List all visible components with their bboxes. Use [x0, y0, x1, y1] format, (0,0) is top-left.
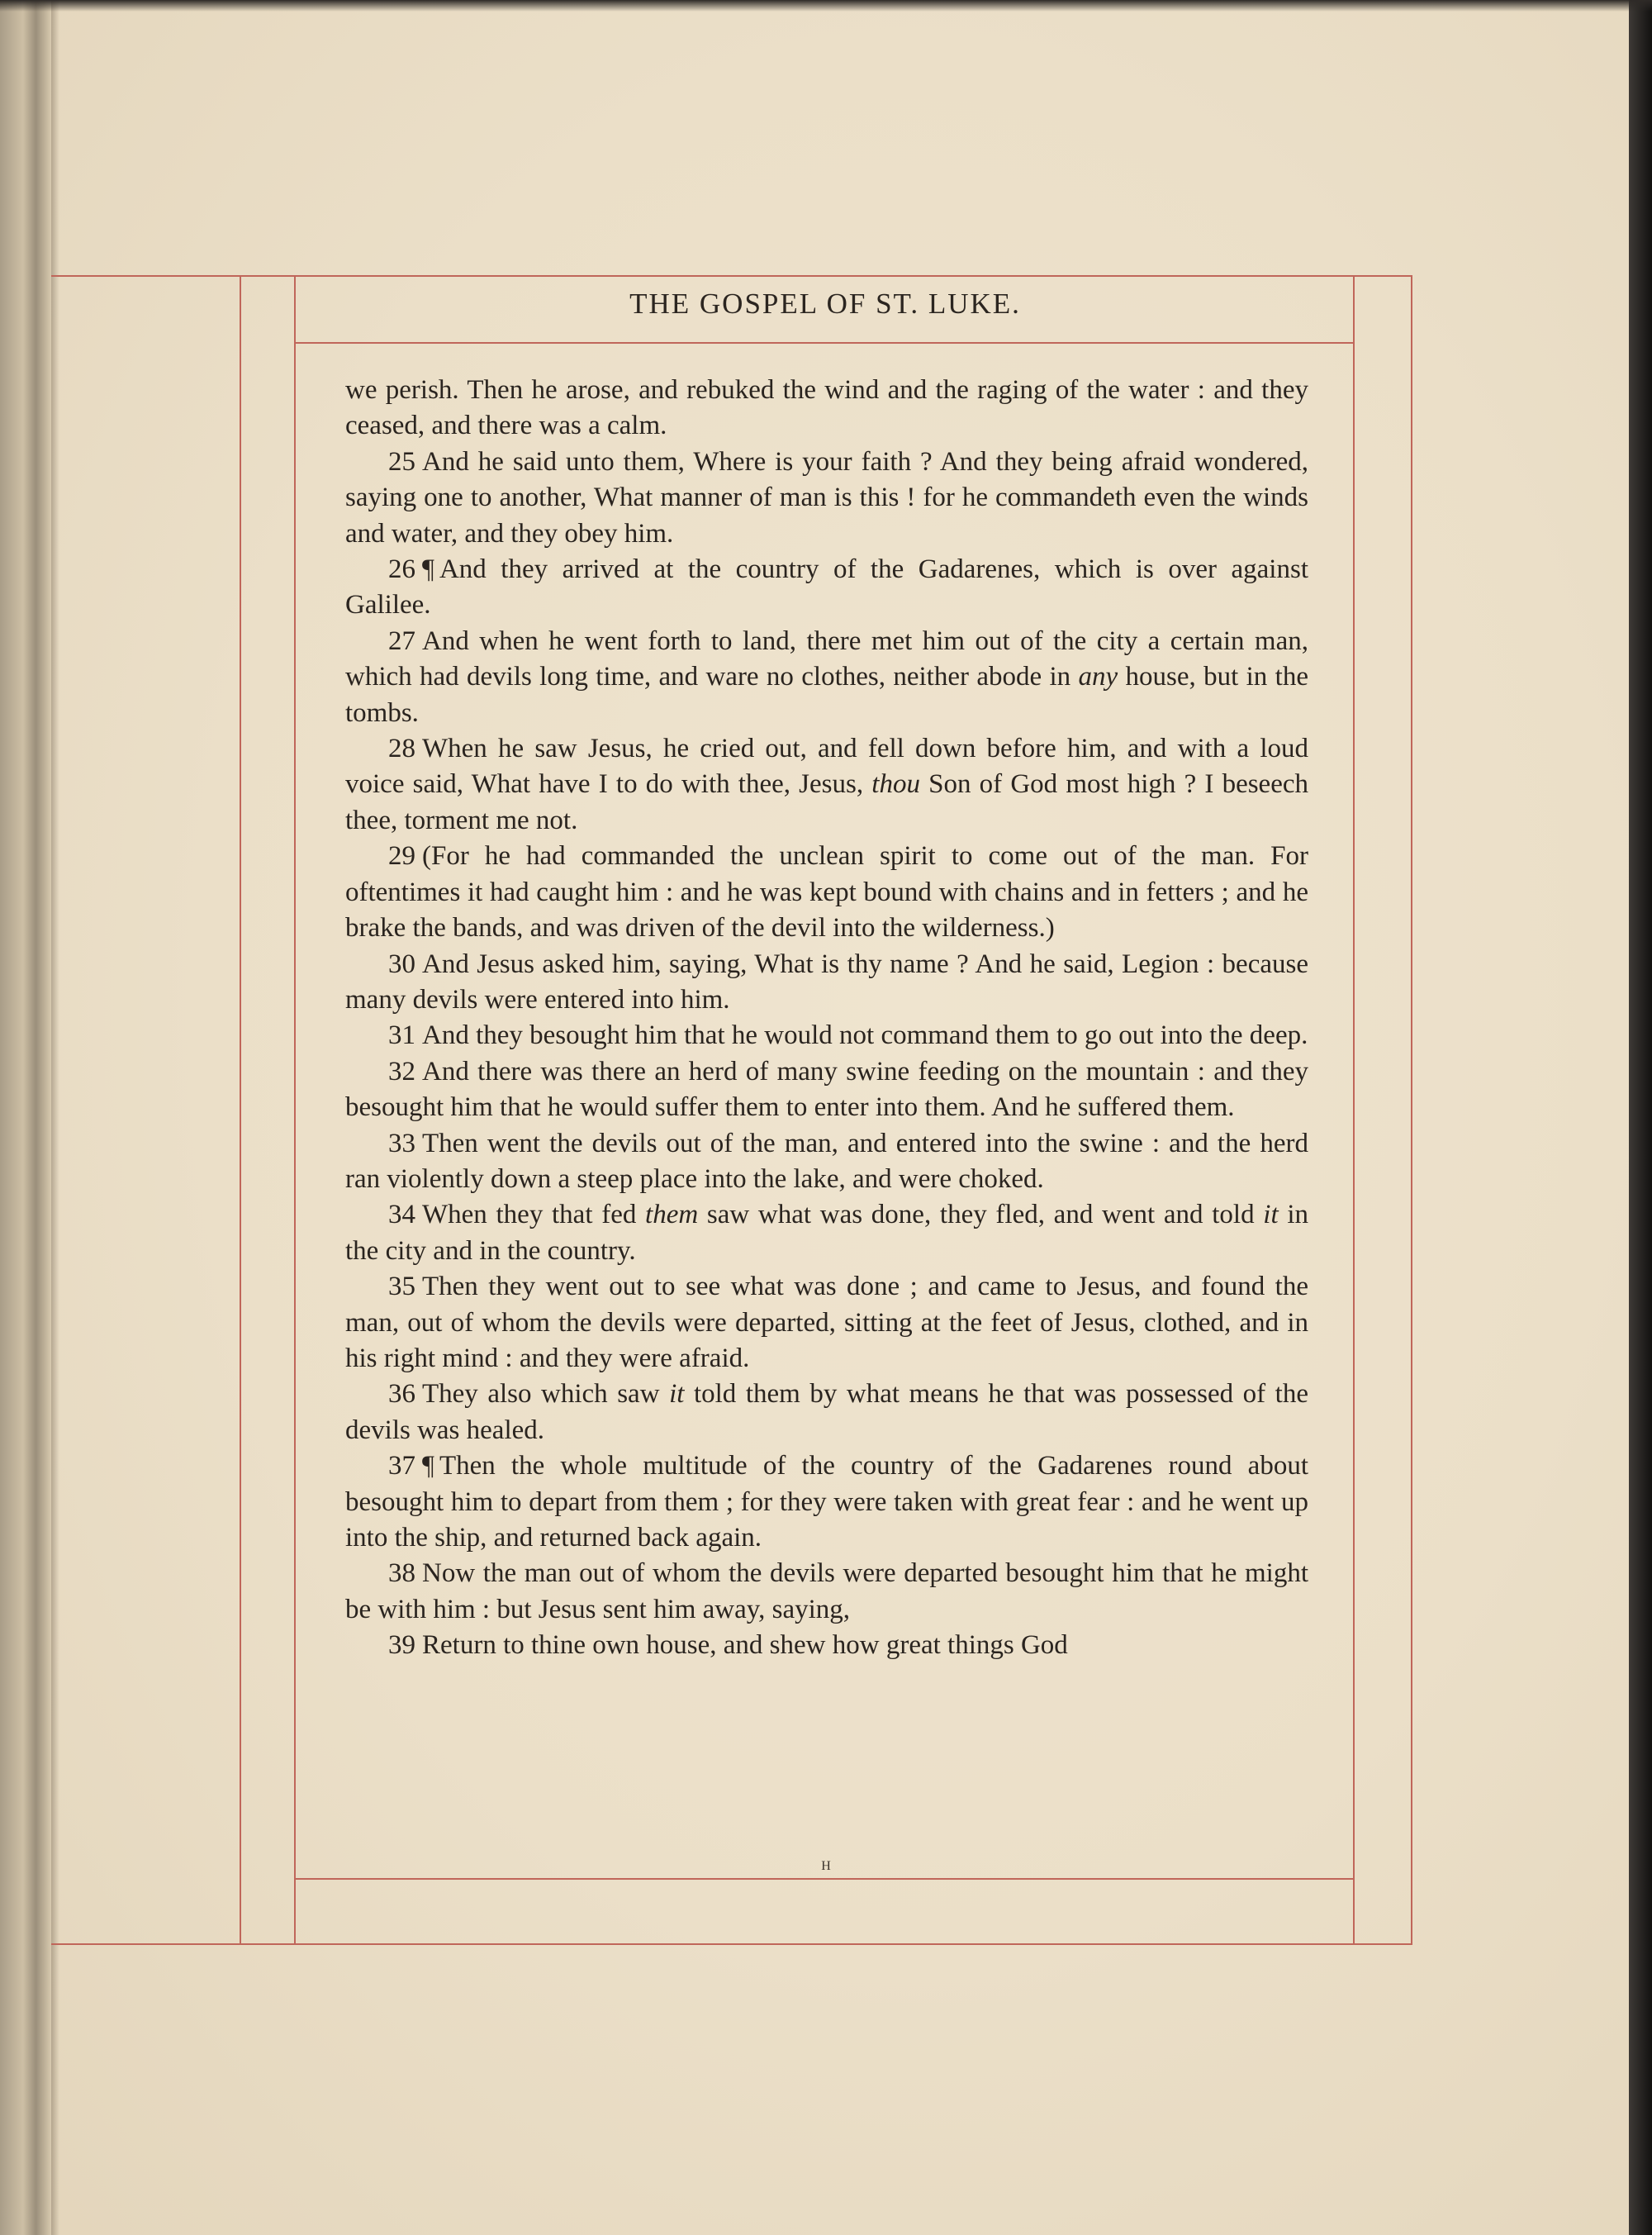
- verse-text: told them by what means he that was possessed of the devils was healed.: [345, 1379, 1308, 1445]
- left-margin-rule: [240, 275, 241, 1945]
- verse: [345, 1377, 1308, 1448]
- signature-mark: H: [821, 1859, 831, 1873]
- verse-text: And Jesus asked him, saying, What is thy name ? And he said, Legion : because many devils were entered into him.: [345, 949, 1308, 1015]
- verse-text: And they besought him that he would not command them to go out into the deep.: [422, 1020, 1308, 1051]
- verse-number: 25: [388, 446, 415, 477]
- outer-rule-top: [51, 275, 1412, 277]
- verse-text: we perish. Then he arose, and rebuked the wind and the raging of the water : and they ceased, and there was a calm.: [345, 375, 1308, 441]
- verse-text: in the city and in the country.: [345, 1200, 1308, 1266]
- verse-number: 26: [388, 554, 415, 585]
- verse-number: 38: [388, 1558, 415, 1589]
- page-edge-shadow: [1629, 0, 1652, 2235]
- header-rule: [294, 342, 1355, 344]
- verse-text: And there was there an herd of many swine feeding on the mountain : and they besought him that he would suffer them to enter into them. And he suffered them.: [345, 1056, 1308, 1123]
- verse-number: 36: [388, 1379, 415, 1410]
- verse: [345, 839, 1308, 946]
- italic-word: it: [1263, 1200, 1279, 1230]
- verse: [345, 731, 1308, 839]
- verse-text: Then went the devils out of the man, and entered into the swine : and the herd ran violently down a steep place into the lake, and were choked.: [345, 1128, 1308, 1194]
- body-text: [345, 373, 1308, 1664]
- verse-text: When he saw Jesus, he cried out, and fell down before him, and with a loud voice said, What have I to do with thee, Jesus,: [345, 734, 1308, 800]
- outer-rule-bottom: [51, 1943, 1412, 1945]
- verse-number: 28: [388, 734, 415, 764]
- verse: [345, 445, 1308, 552]
- verse: [345, 1197, 1308, 1269]
- verse: [345, 624, 1308, 731]
- book-spine: [0, 0, 51, 2235]
- verse-text: Then the whole multitude of the country of the Gadarenes round about besought him to depart from them ; for they were taken with great fear : and he went up into the ship, and returned back again.: [345, 1451, 1308, 1553]
- verse-text: Then they went out to see what was done ; and came to Jesus, and found the man, out of whom the devils were departed, sitting at the feet of Jesus, clothed, and in his right mind : and they were afraid.: [345, 1272, 1308, 1373]
- italic-word: thou: [871, 769, 920, 800]
- verse: [345, 1556, 1308, 1628]
- verse-text: (For he had commanded the unclean spirit to come out of the man. For oftentimes it had caught him : and he was kept bound with chains and in fetters ; and he brake the bands, and was driven of the devil into the wilderness.): [345, 841, 1308, 944]
- verse-number: 32: [388, 1056, 415, 1087]
- verse-number: 30: [388, 949, 415, 979]
- inner-rule-left: [294, 275, 296, 1945]
- running-head: THE GOSPEL OF ST. LUKE.: [629, 288, 1021, 320]
- verse: [345, 1126, 1308, 1198]
- spine-shadow: [51, 0, 59, 2235]
- verse-text: And when he went forth to land, there met him out of the city a certain man, which had devils long time, and ware no clothes, neither abode in: [345, 625, 1308, 692]
- outer-rule-right: [1411, 275, 1412, 1945]
- verse: [345, 552, 1308, 624]
- verse: [345, 1448, 1308, 1556]
- verse-text: Son of God most high ? I beseech thee, torment me not.: [345, 769, 1308, 835]
- verse-number: 27: [388, 625, 415, 656]
- verse-number: 34: [388, 1200, 415, 1230]
- pilcrow-mark: ¶: [422, 554, 434, 585]
- italic-word: it: [669, 1379, 685, 1410]
- italic-word: any: [1078, 662, 1118, 692]
- verse-text: Now the man out of whom the devils were departed besought him that he might be with him : but Jesus sent him away, saying,: [345, 1558, 1308, 1624]
- pilcrow-mark: ¶: [422, 1451, 434, 1481]
- verse-number: 29: [388, 841, 415, 872]
- verse-text: saw what was done, they fled, and went and told: [698, 1200, 1264, 1230]
- verse-number: 39: [388, 1630, 415, 1661]
- verse: [345, 1018, 1308, 1053]
- verse-number: 37: [388, 1451, 415, 1481]
- verse-text: They also which saw: [422, 1379, 670, 1410]
- verse-text: And they arrived at the country of the Gadarenes, which is over against Galilee.: [345, 554, 1308, 621]
- top-edge-shadow: [0, 0, 1652, 12]
- verse-text: Return to thine own house, and shew how great things God: [422, 1630, 1068, 1661]
- verse-text: house, but in the tombs.: [345, 662, 1308, 728]
- italic-word: them: [645, 1200, 699, 1230]
- verse-text: And he said unto them, Where is your faith ? And they being afraid wondered, saying one to another, What manner of man is this ! for he commandeth even the winds and water, and they obey him.: [345, 446, 1308, 549]
- inner-rule-right: [1353, 275, 1355, 1945]
- verse-number: 33: [388, 1128, 415, 1158]
- verse-number: 31: [388, 1020, 415, 1051]
- verse-text: When they that fed: [422, 1200, 646, 1230]
- verse: [345, 1628, 1308, 1663]
- verse: [345, 947, 1308, 1019]
- verse: [345, 1054, 1308, 1126]
- verse-number: 35: [388, 1272, 415, 1302]
- verse: [345, 1269, 1308, 1377]
- footer-rule: [294, 1878, 1355, 1880]
- verse-continuation: [345, 373, 1308, 445]
